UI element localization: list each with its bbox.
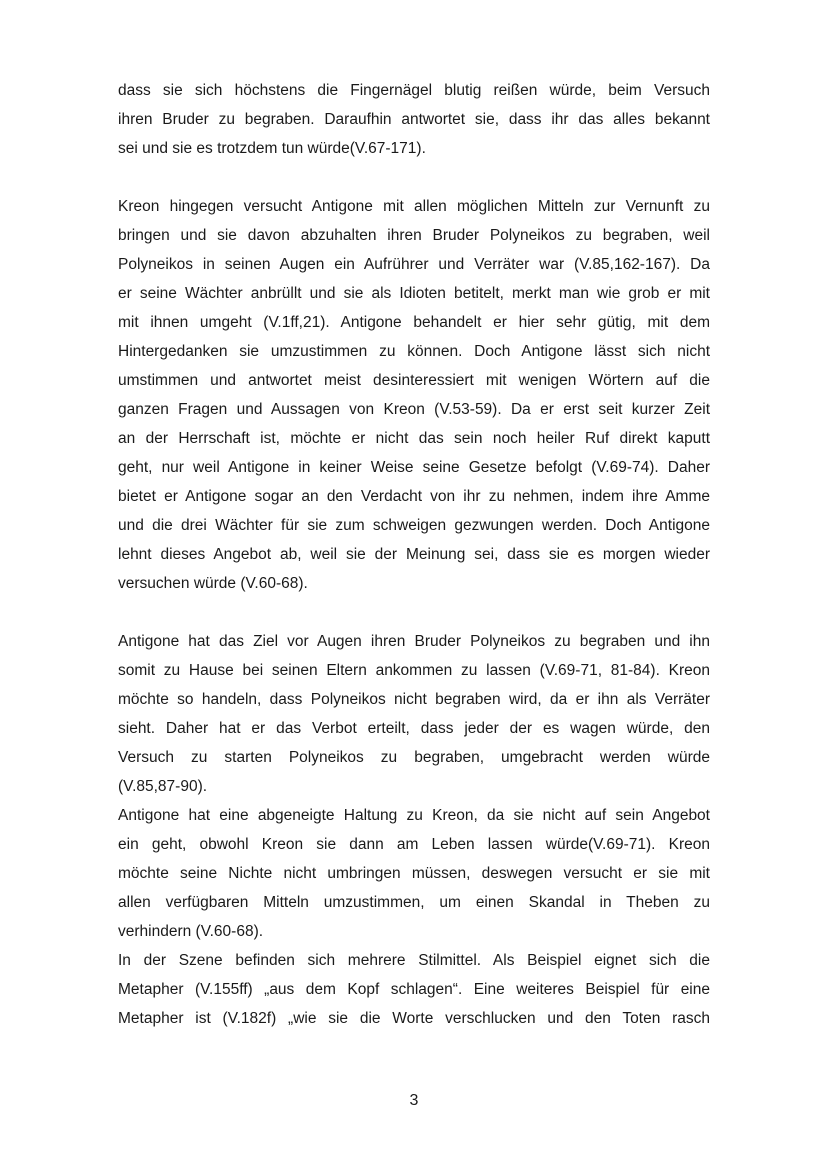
text-line: dass sie sich höchstens die Fingernägel blutig reißen würde, beim Versuch: [118, 82, 710, 99]
body-text: [118, 76, 710, 1033]
text-line: Polyneikos in seinen Augen ein Aufrührer und Verräter war (V.85,162-167). Da: [118, 256, 710, 273]
text-line: umstimmen und antwortet meist desinteressiert mit wenigen Wörtern auf die: [118, 372, 710, 389]
page-number: 3: [409, 1092, 419, 1109]
text-line: geht, nur weil Antigone in keiner Weise seine Gesetze befolgt (V.69-74). Daher: [118, 459, 710, 476]
text-line: Antigone hat eine abgeneigte Haltung zu Kreon, da sie nicht auf sein Angebot: [118, 807, 710, 824]
text-line: ihren Bruder zu begraben. Daraufhin antwortet sie, dass ihr das alles bekannt: [118, 111, 710, 128]
text-line: In der Szene befinden sich mehrere Stilmittel. Als Beispiel eignet sich die: [118, 952, 710, 969]
text-line: verhindern (V.60-68).: [118, 923, 264, 940]
text-line: allen verfügbaren Mitteln umzustimmen, um einen Skandal in Theben zu: [118, 894, 710, 911]
text-line: lehnt dieses Angebot ab, weil sie der Meinung sei, dass sie es morgen wieder: [118, 546, 710, 563]
text-line: er seine Wächter anbrüllt und sie als Idioten betitelt, merkt man wie grob er mit: [118, 285, 710, 302]
text-line: mit ihnen umgeht (V.1ff,21). Antigone behandelt er hier sehr gütig, mit dem: [118, 314, 710, 331]
text-line: möchte so handeln, dass Polyneikos nicht begraben wird, da er ihn als Verräter: [118, 691, 710, 708]
paragraph-3: [118, 627, 710, 801]
text-line: Metapher ist (V.182f) „wie sie die Worte verschlucken und den Toten rasch: [118, 1010, 710, 1027]
paragraph-spacer: [118, 163, 710, 192]
paragraph-1: [118, 76, 710, 163]
text-line: bietet er Antigone sogar an den Verdacht von ihr zu nehmen, indem ihre Amme: [118, 488, 710, 505]
paragraph-5: [118, 946, 710, 1033]
text-line: Kreon hingegen versucht Antigone mit allen möglichen Mitteln zur Vernunft zu: [118, 198, 710, 215]
text-line: Versuch zu starten Polyneikos zu begraben, umgebracht werden würde: [118, 749, 710, 766]
text-line: ein geht, obwohl Kreon sie dann am Leben lassen würde(V.69-71). Kreon: [118, 836, 710, 853]
text-line: ganzen Fragen und Aussagen von Kreon (V.53-59). Da er erst seit kurzer Zeit: [118, 401, 710, 418]
text-line: Hintergedanken sie umzustimmen zu können. Doch Antigone lässt sich nicht: [118, 343, 710, 360]
paragraph-4: [118, 801, 710, 946]
text-line: an der Herrschaft ist, möchte er nicht das sein noch heiler Ruf direkt kaputt: [118, 430, 710, 447]
text-line: Metapher (V.155ff) „aus dem Kopf schlagen“. Eine weiteres Beispiel für eine: [118, 981, 710, 998]
text-line: somit zu Hause bei seinen Eltern ankommen zu lassen (V.69-71, 81-84). Kreon: [118, 662, 710, 679]
paragraph-spacer: [118, 598, 710, 627]
text-line: Antigone hat das Ziel vor Augen ihren Bruder Polyneikos zu begraben und ihn: [118, 633, 710, 650]
text-line: möchte seine Nichte nicht umbringen müssen, deswegen versucht er sie mit: [118, 865, 710, 882]
text-line: sei und sie es trotzdem tun würde(V.67-171).: [118, 140, 426, 157]
paragraph-2: [118, 192, 710, 598]
text-line: versuchen würde (V.60-68).: [118, 575, 308, 592]
text-line: (V.85,87-90).: [118, 778, 208, 795]
text-line: sieht. Daher hat er das Verbot erteilt, dass jeder der es wagen würde, den: [118, 720, 710, 737]
text-line: bringen und sie davon abzuhalten ihren Bruder Polyneikos zu begraben, weil: [118, 227, 710, 244]
text-line: und die drei Wächter für sie zum schweigen gezwungen werden. Doch Antigone: [118, 517, 710, 534]
